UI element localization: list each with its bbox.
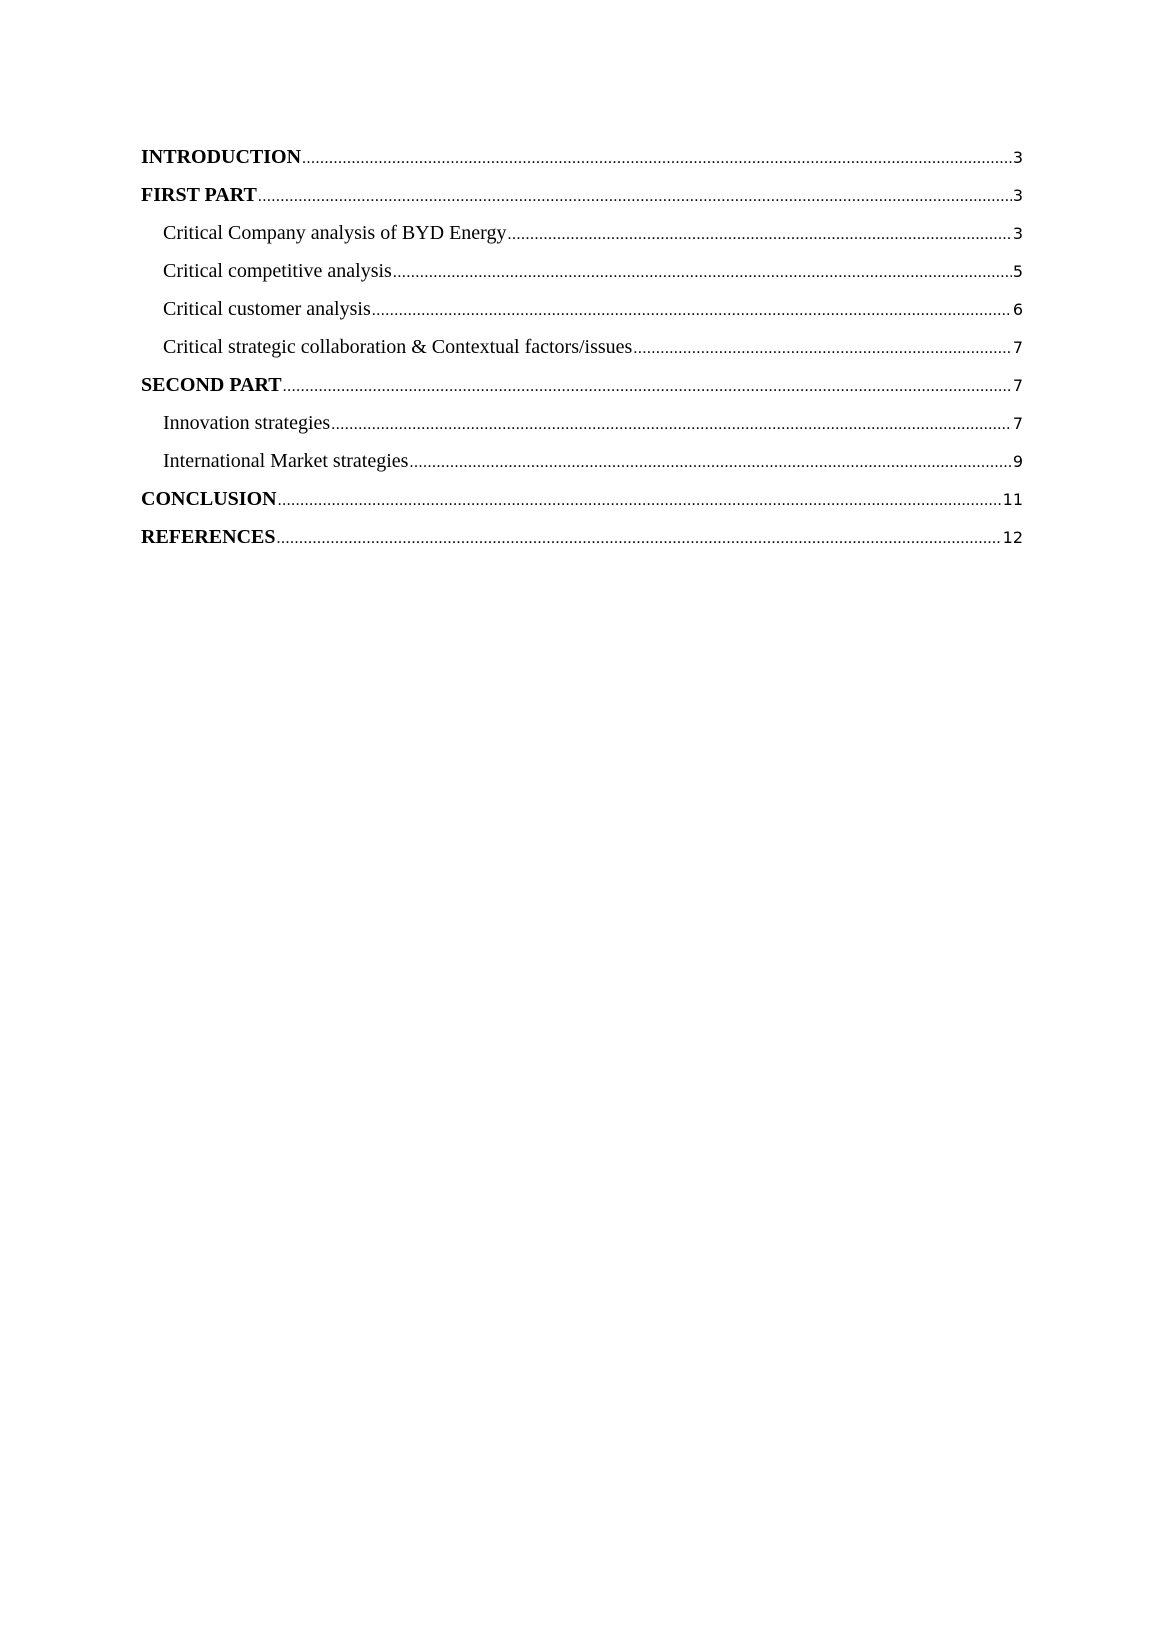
toc-entry-page: 11: [1002, 490, 1023, 509]
toc-dot-leader: [276, 520, 1001, 558]
toc-entry-title: CONCLUSION: [141, 488, 277, 510]
toc-entry-page: 3: [1012, 224, 1023, 243]
toc-entry-page: 3: [1012, 148, 1023, 167]
toc-entry-title: SECOND PART: [141, 374, 282, 396]
toc-entry-title: Critical competitive analysis: [163, 260, 392, 282]
toc-entry-page: 3: [1012, 186, 1023, 205]
toc-dot-leader: [633, 330, 1011, 368]
toc-entry-title: Critical strategic collaboration & Contextual factors/issues: [163, 336, 633, 358]
toc-entry-title: International Market strategies: [163, 450, 409, 472]
toc-entry-page: 9: [1012, 452, 1023, 471]
toc-entry-page: 7: [1012, 338, 1023, 357]
toc-dot-leader: [393, 254, 1012, 292]
toc-dot-leader: [409, 444, 1011, 482]
toc-entry-title: Critical customer analysis: [163, 298, 371, 320]
toc-entry-title: REFERENCES: [141, 526, 276, 548]
toc-entry-page: 5: [1012, 262, 1023, 281]
toc-entry-references[interactable]: [141, 518, 1023, 556]
toc-entry-competitive-analysis[interactable]: [141, 252, 1023, 290]
toc-entry-title: INTRODUCTION: [141, 146, 302, 168]
toc-entry-second-part[interactable]: [141, 366, 1023, 404]
toc-dot-leader: [507, 216, 1011, 254]
toc-dot-leader: [258, 178, 1012, 216]
toc-entry-title: Innovation strategies: [163, 412, 331, 434]
toc-entry-first-part[interactable]: [141, 176, 1023, 214]
toc-dot-leader: [331, 406, 1012, 444]
toc-entry-page: 6: [1012, 300, 1023, 319]
toc-entry-strategic-collaboration[interactable]: [141, 328, 1023, 366]
toc-entry-customer-analysis[interactable]: [141, 290, 1023, 328]
toc-entry-title: Critical Company analysis of BYD Energy: [163, 222, 507, 244]
toc-entry-innovation-strategies[interactable]: [141, 404, 1023, 442]
toc-entry-title: FIRST PART: [141, 184, 257, 206]
toc-entry-page: 12: [1002, 528, 1023, 547]
toc-dot-leader: [302, 140, 1012, 178]
toc-entry-conclusion[interactable]: [141, 480, 1023, 518]
toc-entry-page: 7: [1012, 414, 1023, 433]
toc-entry-introduction[interactable]: [141, 138, 1023, 176]
toc-entry-company-analysis[interactable]: [141, 214, 1023, 252]
toc-dot-leader: [283, 368, 1012, 406]
toc-dot-leader: [278, 482, 1002, 520]
table-of-contents: [141, 138, 1023, 556]
toc-entry-page: 7: [1012, 376, 1023, 395]
toc-entry-international-market-strategies[interactable]: [141, 442, 1023, 480]
toc-dot-leader: [372, 292, 1012, 330]
